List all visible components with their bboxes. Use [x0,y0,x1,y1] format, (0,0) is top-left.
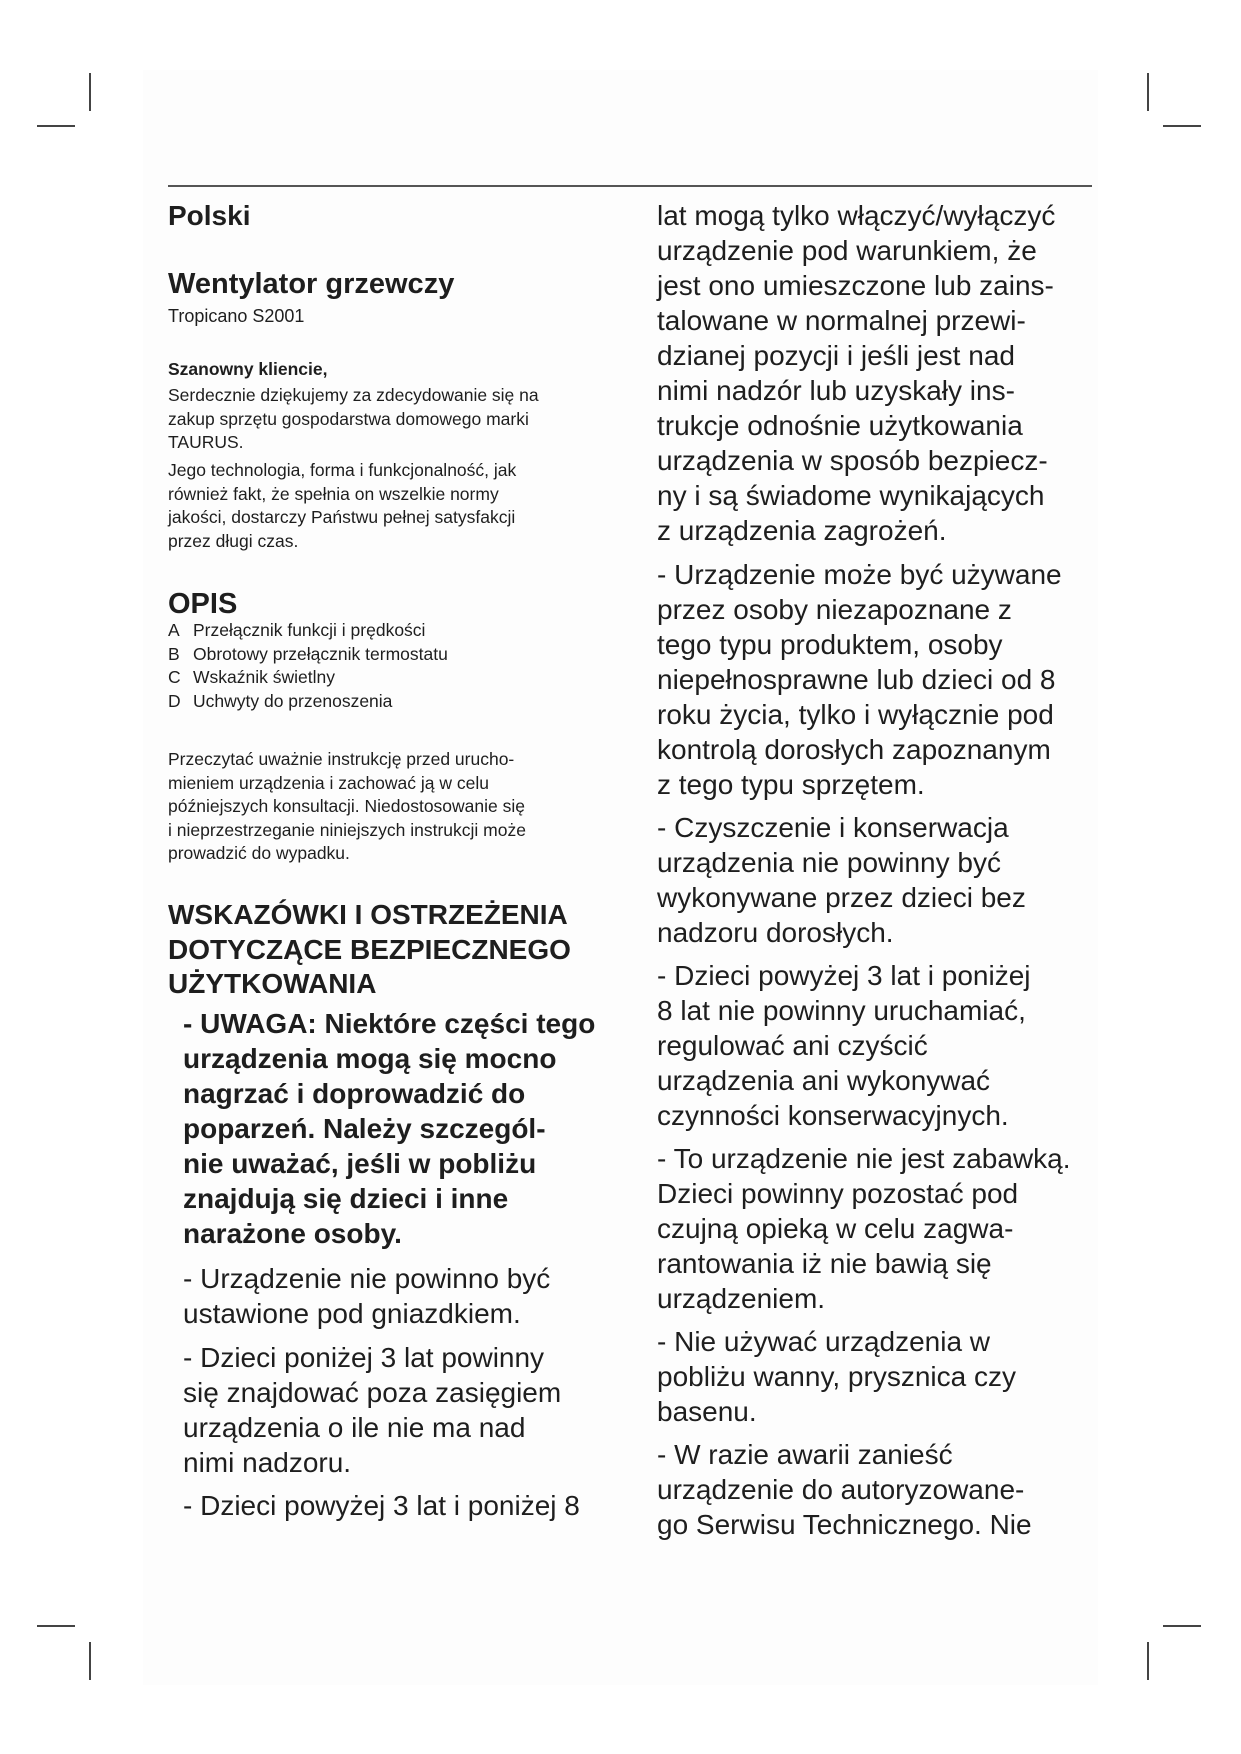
text-line: późniejszych konsultacji. Niedostosowanie się [168,796,525,816]
text-line: Serdecznie dziękujemy za zdecydowanie się na [168,385,539,405]
text-line: regulować ani czyścić [657,1030,928,1061]
text-line: nadzoru dorosłych. [657,917,894,948]
text-line: z tego typu sprzętem. [657,769,925,800]
language-heading: Polski [168,200,251,231]
text-line: go Serwisu Technicznego. Nie [657,1509,1032,1540]
greeting: Szanowny kliencie, [168,359,328,379]
text-line: czynności konserwacyjnych. [657,1100,1009,1131]
text-line: i nieprzestrzeganie niniejszych instrukcji może [168,819,526,840]
item-letter: D [168,690,181,711]
product-title: Wentylator grzewczy [168,268,455,300]
crop-mark-bottom-right-vertical [1147,1642,1149,1680]
safety-item-children-3-8-continued [657,198,1055,548]
text-line: wykonywane przez dzieci bez [657,882,1026,913]
text-line: urządzenia o ile nie ma nad [183,1412,526,1443]
text-line: jest ono umieszczone lub zains- [657,270,1054,301]
text-line: znajdują się dzieci i inne [183,1183,509,1214]
item-label: Obrotowy przełącznik termostatu [193,643,448,664]
heading-line: UŻYTKOWANIA [168,968,377,999]
safety-heading [168,898,571,1002]
product-model: Tropicano S2001 [168,306,305,326]
safety-item-children-3-8-start [183,1488,580,1523]
safety-item-inexperienced-users [657,557,1062,802]
description-item [168,666,448,690]
description-item [168,619,448,643]
text-line: urządzenia ani wykonywać [657,1065,991,1096]
crop-mark-top-left-vertical [89,73,91,111]
item-letter: B [168,643,180,664]
text-line: pobliżu wanny, prysznica czy [657,1361,1016,1392]
safety-item-cleaning [657,810,1026,950]
header-rule [168,185,1092,187]
text-line: nimi nadzoru. [183,1447,352,1478]
text-line: 8 lat nie powinny uruchamiać, [657,995,1026,1026]
crop-mark-bottom-left-vertical [89,1642,91,1680]
item-letter: C [168,667,181,687]
read-instructions-paragraph [168,748,526,866]
text-line: zakup sprzętu gospodarstwa domowego marki [168,408,529,429]
text-line: - Dzieci powyżej 3 lat i poniżej 8 [183,1490,580,1521]
text-line: trukcje odnośnie użytkowania [657,410,1023,441]
item-label: Przełącznik funkcji i prędkości [193,620,426,640]
text-line: roku życia, tylko i wyłącznie pod [657,699,1054,730]
text-line: z urządzenia zagrożeń. [657,515,947,546]
heading-line: DOTYCZĄCE BEZPIECZNEGO [168,933,571,965]
text-line: nagrzać i doprowadzić do [183,1078,526,1109]
text-line: - Dzieci poniżej 3 lat powinny [183,1342,545,1373]
text-line: się znajdować poza zasięgiem [183,1377,562,1408]
item-letter: A [168,620,180,640]
safety-item-children-no-operate [657,958,1031,1133]
text-line: - Czyszczenie i konserwacja [657,812,1009,843]
safety-item-not-a-toy [657,1141,1071,1316]
safety-item-children-under-3 [183,1340,561,1480]
description-item [168,643,448,667]
text-line: jakości, dostarczy Państwu pełnej satysfakcji [168,507,516,527]
text-line: również fakt, że spełnia on wszelkie normy [168,483,499,504]
text-line: urządzenie pod warunkiem, że [657,235,1037,266]
text-line: nimi nadzór lub uzyskały ins- [657,375,1015,406]
text-line: tego typu produktem, osoby [657,629,1003,660]
text-line: basenu. [657,1396,757,1427]
text-line: urządzenia nie powinny być [657,847,1001,878]
text-line: TAURUS. [168,432,244,452]
text-line: narażone osoby. [183,1218,402,1249]
safety-warning-hot-parts [183,1006,595,1251]
safety-item-socket [183,1261,550,1331]
text-line: niepełnosprawne lub dzieci od 8 [657,664,1056,695]
text-line: poparzeń. Należy szczegól- [183,1113,546,1144]
text-line: lat mogą tylko włączyć/wyłączyć [657,200,1056,231]
text-line: - Nie używać urządzenia w [657,1326,991,1357]
text-line: - Urządzenie może być używane [657,559,1062,590]
text-line: - Urządzenie nie powinno być [183,1263,551,1294]
crop-mark-bottom-right-horizontal [1163,1625,1201,1627]
item-label: Wskaźnik świetlny [193,667,335,687]
text-line: - UWAGA: Niektóre części tego [183,1008,596,1039]
text-line: nie uważać, jeśli w pobliżu [183,1148,537,1179]
text-line: prowadzić do wypadku. [168,843,350,863]
crop-mark-top-left-horizontal [37,125,75,127]
item-label: Uchwyty do przenoszenia [193,690,393,711]
text-line: ny i są świadome wynikających [657,480,1045,511]
description-heading: OPIS [168,588,238,620]
text-line: - W razie awarii zanieść [657,1439,953,1470]
text-line: czujną opieką w celu zagwa- [657,1213,1014,1244]
description-item [168,690,448,714]
text-line: - Dzieci powyżej 3 lat i poniżej [657,960,1031,991]
text-line: urządzenia w sposób bezpiecz- [657,445,1048,476]
text-line: talowane w normalnej przewi- [657,305,1026,336]
safety-item-water [657,1324,1016,1429]
intro-paragraph-1 [168,384,539,455]
crop-mark-bottom-left-horizontal [37,1625,75,1627]
text-line: mieniem urządzenia i zachować ją w celu [168,772,489,793]
text-line: dzianej pozycji i jeśli jest nad [657,340,1015,371]
text-line: przez długi czas. [168,530,299,551]
heading-line: WSKAZÓWKI I OSTRZEŻENIA [168,899,568,930]
text-line: ustawione pod gniazdkiem. [183,1298,521,1329]
text-line: urządzenie do autoryzowane- [657,1474,1025,1505]
text-line: - To urządzenie nie jest zabawką. [657,1143,1071,1174]
text-line: urządzenia mogą się mocno [183,1043,557,1074]
text-line: urządzeniem. [657,1283,826,1314]
intro-paragraph-2 [168,459,516,553]
text-line: rantowania iż nie bawią się [657,1248,992,1279]
text-line: Dzieci powinny pozostać pod [657,1178,1019,1209]
crop-mark-top-right-vertical [1147,73,1149,111]
text-line: kontrolą dorosłych zapoznanym [657,734,1051,765]
text-line: przez osoby niezapoznane z [657,594,1012,625]
text-line: Jego technologia, forma i funkcjonalność, jak [168,460,517,480]
text-line: Przeczytać uważnie instrukcję przed urucho- [168,749,515,769]
crop-mark-top-right-horizontal [1163,125,1201,127]
safety-item-service [657,1437,1032,1542]
description-list [168,619,448,713]
